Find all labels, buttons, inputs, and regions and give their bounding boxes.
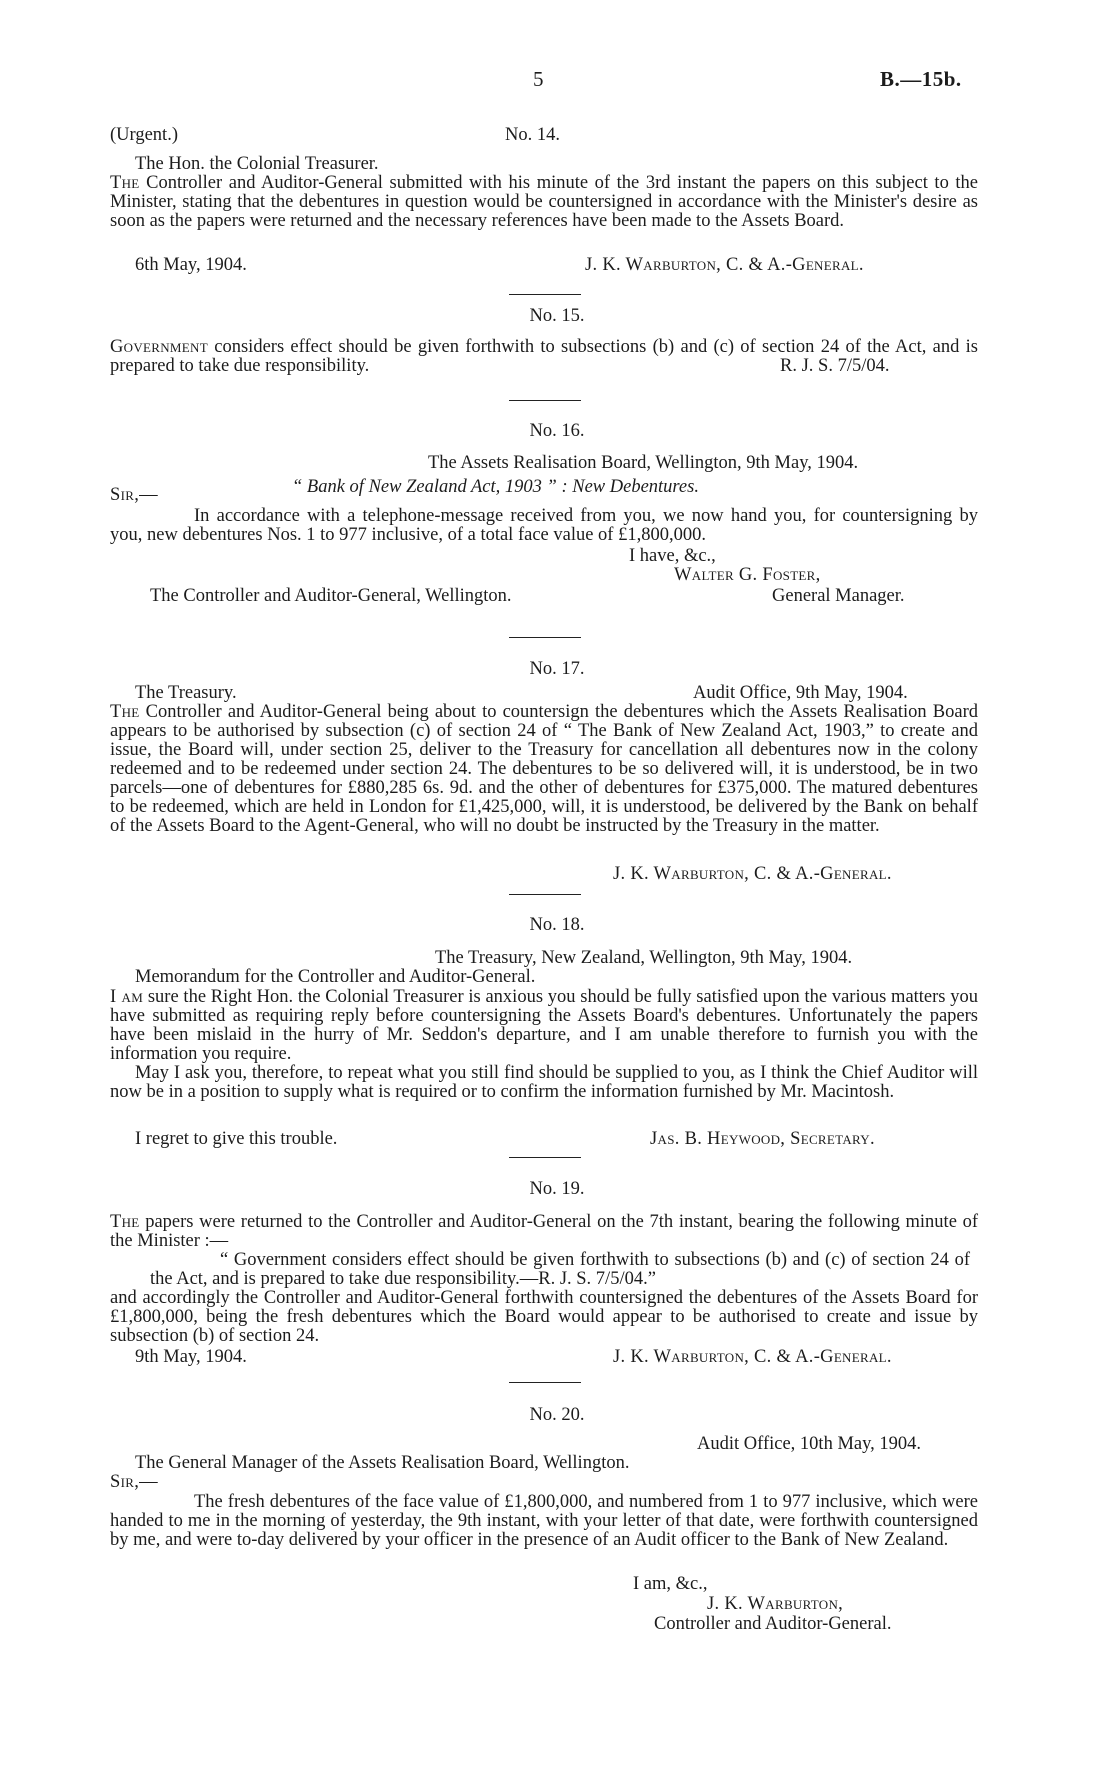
no16-body: [110, 507, 978, 545]
no18-signature: Jas. B. Heywood, Secretary.: [650, 1129, 875, 1149]
no18-body: [110, 988, 978, 1102]
no17-body-lead: The: [110, 702, 140, 722]
no18-heading: No. 18.: [529, 915, 585, 935]
no19-body-lead: The: [110, 1212, 140, 1232]
no14-body-text: Controller and Auditor-General submitted with his minute of the 3rd instant the papers on this subject to the Minister, stating that the debentures in question would be countersigned in accordance with the Minister's desire as soon as the papers were returned and the necessary references have been made to the Assets Board.: [110, 173, 978, 231]
no16-signer-name: Walter G. Foster,: [674, 565, 821, 585]
no20-closing: I am, &c.,: [633, 1574, 708, 1594]
no20-signer-title: Controller and Auditor-General.: [654, 1614, 892, 1634]
no16-heading: No. 16.: [529, 421, 585, 441]
no17-from: The Treasury.: [135, 683, 237, 703]
no18-body-text-2: May I ask you, therefore, to repeat what you still find should be supplied to you, as I think the Chief Auditor will now be in a position to supply what is required or to confirm the information furnished by Mr. Macintosh.: [110, 1063, 978, 1102]
no18-memo: Memorandum for the Controller and Auditor-General.: [135, 967, 536, 987]
no18-closing: I regret to give this trouble.: [135, 1129, 338, 1149]
no15-body-lead: Government: [110, 337, 208, 357]
no20-addressee: The General Manager of the Assets Realisation Board, Wellington.: [135, 1453, 630, 1473]
no18-body-lead: I am: [110, 987, 144, 1007]
document-reference: B.—15b.: [880, 67, 962, 91]
no15-body-text: considers effect should be given forthwith to subsections (b) and (c) of section 24 of the Act, and is prepared to take due responsibility.: [110, 337, 978, 376]
no16-closing: I have, &c.,: [629, 546, 716, 566]
no19-heading: No. 19.: [529, 1179, 585, 1199]
no14-heading: No. 14.: [505, 125, 560, 145]
no15-initials: R. J. S. 7/5/04.: [780, 356, 890, 376]
no16-place-date: The Assets Realisation Board, Wellington, 9th May, 1904.: [428, 453, 859, 473]
divider: [509, 894, 581, 895]
no14-body: [110, 174, 978, 231]
no14-date: 6th May, 1904.: [135, 255, 247, 275]
no19-date: 9th May, 1904.: [135, 1347, 247, 1367]
no19-body-text: papers were returned to the Controller and Auditor-General on the 7th instant, bearing the following minute of the Minister :—: [110, 1212, 978, 1251]
no14-body-lead: The: [110, 173, 140, 193]
no14-signature: J. K. Warburton, C. & A.-General.: [585, 255, 864, 275]
no14-addressee: The Hon. the Colonial Treasurer.: [135, 154, 379, 174]
no16-salutation: Sir,—: [110, 485, 158, 505]
no17-place-date: Audit Office, 9th May, 1904.: [693, 683, 908, 703]
page-number: 5: [533, 67, 544, 91]
no16-body-text: In accordance with a telephone-message received from you, we now hand you, for countersigning by you, new debentures Nos. 1 to 977 inclusive, of a total face value of £1,800,000.: [110, 506, 978, 545]
no19-quote: “ Government considers effect should be given forthwith to subsections (b) and (c) of section 24 of the Act, and is prepared to take due responsibility.—R. J. S. 7/5/04.”: [150, 1250, 970, 1289]
no20-salutation: Sir,—: [110, 1472, 158, 1492]
no17-body: [110, 703, 978, 836]
divider: [509, 1157, 581, 1158]
divider: [509, 637, 581, 638]
no16-signer-title: General Manager.: [772, 586, 905, 606]
no19-body: [110, 1213, 978, 1251]
no20-body-text: The fresh debentures of the face value of £1,800,000, and numbered from 1 to 977 inclusive, which were handed to me in the morning of yesterday, the 9th instant, with your letter of that date, were forthwith countersigned by me, and were to-day delivered by your officer in the presence of an Audit officer to the Bank of New Zealand.: [110, 1492, 978, 1550]
no15-heading: No. 15.: [529, 306, 585, 326]
no17-heading: No. 17.: [529, 659, 585, 679]
urgent-label: (Urgent.): [110, 125, 178, 145]
no19-body-text-2: and accordingly the Controller and Auditor-General forthwith countersigned the debentures of the Assets Board for £1,800,000, being the fresh debentures which the Board would appear to be authorised to create and issue by subsection (b) of section 24.: [110, 1288, 978, 1346]
divider: [509, 1382, 581, 1383]
no19-signature: J. K. Warburton, C. & A.-General.: [613, 1347, 892, 1367]
no20-heading: No. 20.: [529, 1405, 585, 1425]
no17-body-text: Controller and Auditor-General being about to countersign the debentures which the Assets Realisation Board appears to be authorised by subsection (c) of section 24 of “ The Bank of New Zealand Act, 1903,” to create and issue, the Board will, under section 25, deliver to the Treasury for cancellation all debentures now in the colony redeemed and to be redeemed under section 24. The debentures to be so delivered will, it is understood, be in two parcels—one of debentures for £880,285 6s. 9d. and the other of debentures for £375,000. The matured debentures to be redeemed, which are held in London for £1,425,000, will, it is understood, be delivered by the Bank on behalf of the Assets Board to the Agent-General, who will no doubt be instructed by the Treasury in the matter.: [110, 702, 978, 836]
no18-body-text: sure the Right Hon. the Colonial Treasurer is anxious you should be fully satisfied upon the various matters you have submitted as requiring reply before countersigning the Assets Board's debentures. Unfortunately the papers have been mislaid in the hurry of Mr. Seddon's departure, and I am unable therefore to furnish you with the information you require.: [110, 987, 979, 1064]
no20-signer-name: J. K. Warburton,: [707, 1594, 844, 1614]
no16-subject: “ Bank of New Zealand Act, 1903 ” : New Debentures.: [292, 477, 699, 497]
no20-body: [110, 1493, 978, 1550]
no20-place-date: Audit Office, 10th May, 1904.: [697, 1434, 922, 1454]
no17-signature: J. K. Warburton, C. & A.-General.: [613, 864, 892, 884]
no16-addressee: The Controller and Auditor-General, Wellington.: [150, 586, 512, 606]
divider: [509, 400, 581, 401]
no19-body-2: [110, 1289, 978, 1346]
divider: [509, 294, 581, 295]
no18-place-date: The Treasury, New Zealand, Wellington, 9th May, 1904.: [435, 948, 853, 968]
